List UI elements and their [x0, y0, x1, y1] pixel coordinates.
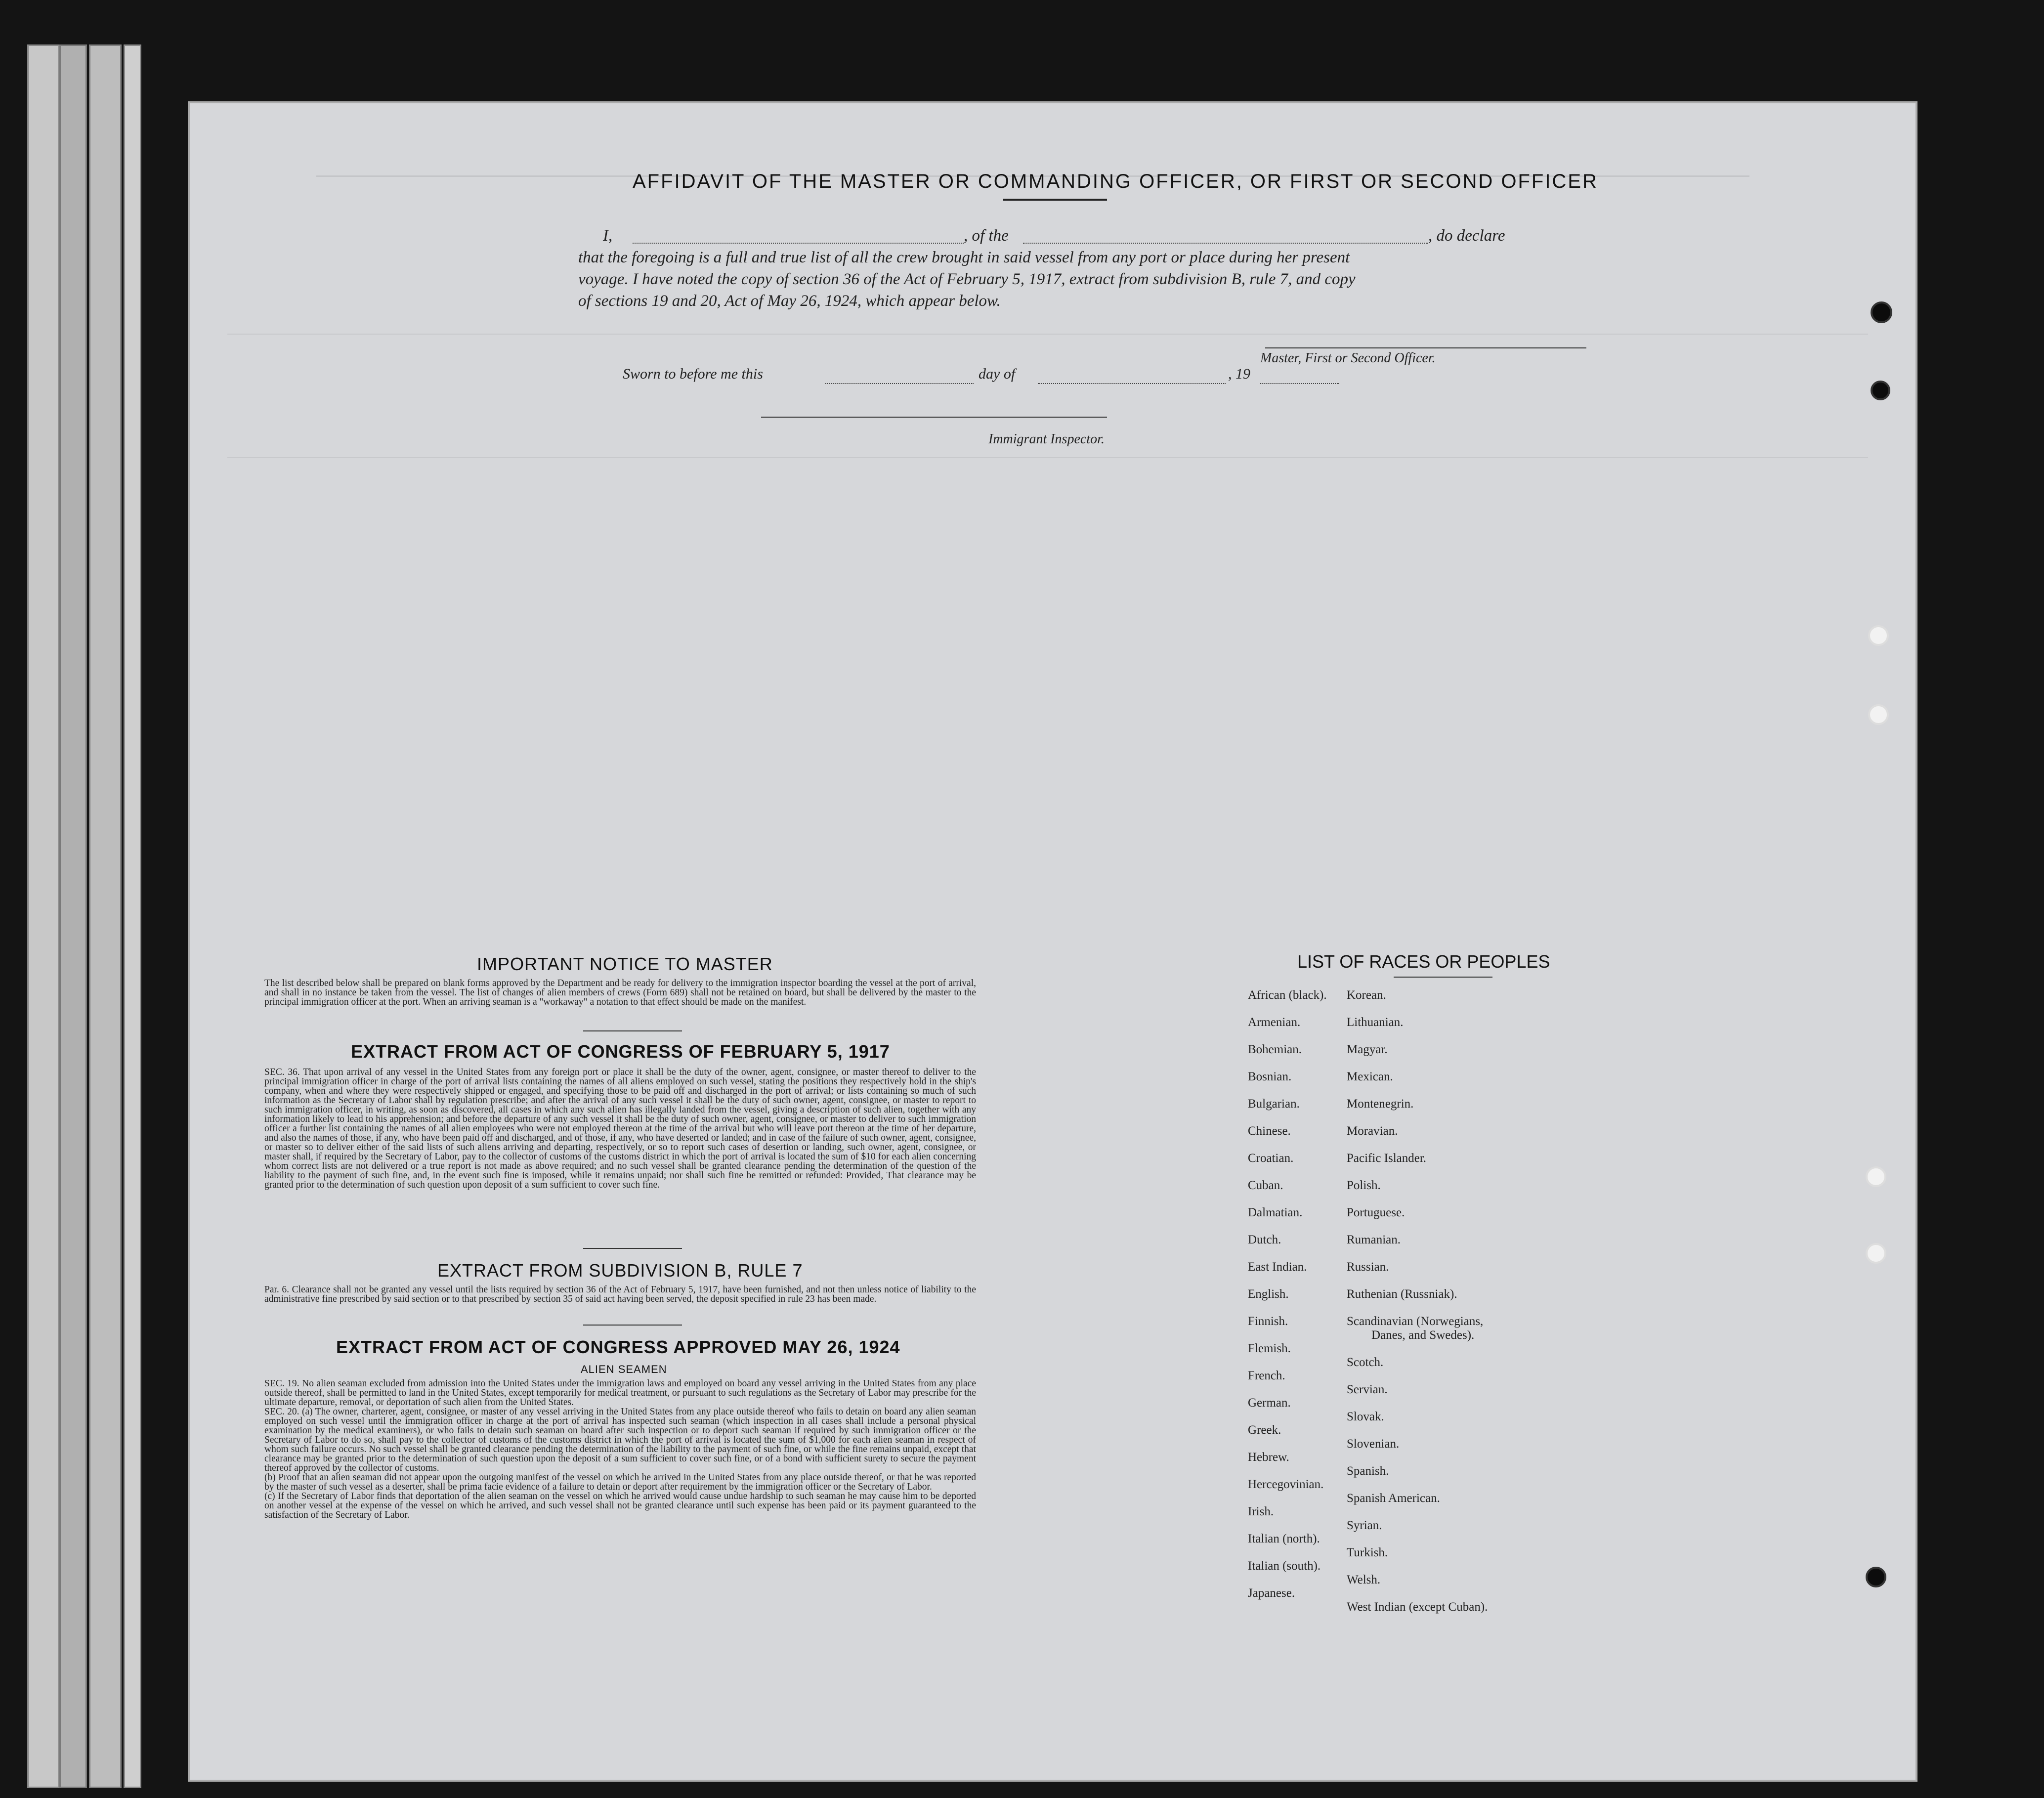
punch-hole [1871, 301, 1892, 323]
divider [583, 1248, 682, 1249]
race-item: Flemish. [1248, 1342, 1291, 1355]
decl-line-3: voyage. I have noted the copy of section 36 of the Act of February 5, 1917, extract from subdivision B, rule 7, and copy [578, 270, 1356, 288]
race-item: Russian. [1347, 1260, 1389, 1274]
manifest-sheet [188, 101, 1917, 1782]
sworn-label: Sworn to before me this [623, 366, 763, 382]
race-item: Croatian. [1248, 1152, 1294, 1165]
race-item: Armenian. [1248, 1016, 1301, 1029]
decl-i: I, [603, 227, 613, 245]
race-item: African (black). [1248, 988, 1327, 1002]
race-item: Italian (south). [1248, 1559, 1321, 1573]
race-item: Rumanian. [1347, 1233, 1401, 1246]
decl-do-declare: , do declare [1428, 227, 1505, 245]
race-item: Scotch. [1347, 1356, 1384, 1369]
race-item: Bulgarian. [1248, 1097, 1300, 1111]
inspector-signature-line[interactable] [761, 417, 1107, 418]
name-field[interactable] [633, 229, 964, 244]
sworn-day-field[interactable] [825, 373, 974, 384]
master-signature-line[interactable] [1265, 347, 1586, 348]
race-item: Scandinavian (Norwegians, [1347, 1315, 1484, 1328]
race-item: Syrian. [1347, 1519, 1382, 1532]
divider [583, 1325, 682, 1326]
race-item: Cuban. [1248, 1179, 1283, 1192]
punch-hole [1866, 1243, 1886, 1264]
race-item: Pacific Islander. [1347, 1152, 1427, 1165]
notice-text: The list described below shall be prepared on blank forms approved by the Department and be ready for delivery to the immigration inspector boarding the vessel at the port of arrival, and shall in no instance be taken from the vessel. The list of changes of alien members of crews (Form 689) shall not be retained on board, but shall be delivered by the master to the principal immigration officer at the port. When an arriving seaman is a "workaway" a notation to that effect should be made on the manifest. [264, 978, 976, 1007]
binder-strip [27, 44, 60, 1788]
declaration [578, 225, 1542, 312]
sec20b-text: (b) Proof that an alien seaman did not appear upon the outgoing manifest of the vessel on which he arrived in the United States from any place outside thereof, or that he was reported by the master of such vessel as a deserter, shall be prima facie evidence of a failure to detain or deport after requirement by the immigration officer or the Secretary of Labor. [264, 1472, 976, 1492]
race-item: Mexican. [1347, 1070, 1393, 1083]
race-item: Polish. [1347, 1179, 1381, 1192]
race-item: French. [1248, 1369, 1285, 1382]
race-item: Turkish. [1347, 1546, 1388, 1559]
race-item: Italian (north). [1248, 1532, 1320, 1545]
race-item: German. [1248, 1396, 1291, 1410]
punch-hole [1868, 704, 1889, 725]
race-item: West Indian (except Cuban). [1347, 1600, 1488, 1614]
binder-strip [59, 44, 87, 1788]
sec20a-text: SEC. 20. (a) The owner, charterer, agent, consignee, or master of any vessel arriving in the United States from any place outside thereof who fails to detain on board any alien seaman employed on such vessel until the immigration officer in charge at the port of arrival has inspected such seaman (which inspection in all cases shall include a personal physical examination by the medical examiners), or who fails to detain such seaman on board after such inspection or to deport such seaman if required by such immigration officer or the Secretary of Labor to do so, shall pay to the collector of customs of the customs district in which the port of arrival is located the sum of $1,000 for each alien seaman in respect of whom such failure occurs. No such vessel shall be granted clearance pending the determination of the liability to the payment of such fine, or while the fine remains unpaid, except that clearance may be granted prior to the determination of such question upon the deposit of a sum sufficient to cover such fine, or of a bond with sufficient surety to secure the payment thereof approved by the collector of customs. [264, 1407, 976, 1473]
race-item: East Indian. [1248, 1260, 1307, 1274]
vessel-field[interactable] [1023, 229, 1428, 244]
race-item: Slovak. [1347, 1410, 1384, 1423]
race-item: Hercegovinian. [1248, 1478, 1324, 1491]
day-of-label: day of [979, 366, 1016, 382]
race-item: Magyar. [1347, 1043, 1388, 1056]
race-item: Servian. [1347, 1383, 1388, 1396]
punch-hole [1871, 381, 1890, 400]
extract-1917-title: EXTRACT FROM ACT OF CONGRESS OF FEBRUARY 5, 1917 [351, 1041, 890, 1062]
races-title: LIST OF RACES OR PEOPLES [1297, 951, 1550, 972]
binder-strip [89, 44, 122, 1788]
race-item: Dalmatian. [1248, 1206, 1303, 1219]
race-item: Slovenian. [1347, 1437, 1400, 1451]
race-item: Bohemian. [1248, 1043, 1302, 1056]
sec19-text: SEC. 19. No alien seaman excluded from admission into the United States under the immigration laws and employed on board any vessel arriving in the United States from any place outside thereof, shall be permitted to land in the United States, except temporarily for medical treatment, or pursuant to such regulations as the Secretary of Labor may prescribe for the ultimate departure, removal, or deportation of such alien from the United States. [264, 1378, 976, 1408]
race-item: Chinese. [1248, 1124, 1291, 1138]
race-item: Hebrew. [1248, 1451, 1289, 1464]
races-title-underline [1394, 977, 1492, 978]
punch-hole [1866, 1567, 1886, 1587]
binder-strip [124, 44, 141, 1788]
race-item: Welsh. [1347, 1573, 1381, 1586]
sworn-year-field[interactable] [1260, 373, 1339, 384]
master-label: Master, First or Second Officer. [1260, 350, 1436, 366]
divider [583, 1030, 682, 1031]
year-label: , 19 [1228, 366, 1250, 382]
punch-hole [1868, 625, 1889, 646]
alien-seamen-subtitle: ALIEN SEAMEN [581, 1363, 667, 1375]
decl-of-the: , of the [964, 227, 1009, 245]
race-item: Lithuanian. [1347, 1016, 1404, 1029]
sec20c-text: (c) If the Secretary of Labor finds that deportation of the alien seaman on the vessel on which he arrived would cause undue hardship to such seaman he may cause him to be deported on another vessel at the expense of the vessel on which he arrived, and such vessel shall not be granted clearance until such expense has been paid or its payment guaranteed to the satisfaction of the Secretary of Labor. [264, 1491, 976, 1520]
extract-1917-text: SEC. 36. That upon arrival of any vessel in the United States from any foreign port or place it shall be the duty of the owner, agent, consignee, or master thereof to deliver to the principal immigration officer in charge of the port of arrival lists containing the names of all aliens employed on such vessel, stating the positions they respectively hold in the ship's company, when and where they were respectively shipped or engaged, and specifying those to be paid off and discharged in the port of arrival; or lists containing so much of such information as the Secretary of Labor shall by regulation prescribe; and after the arrival of any such vessel it shall be the duty of such owner, agent, consignee, or master to report to such immigration officer, in writing, as soon as discovered, all cases in which any such alien has illegally landed from the vessel, giving a description of such alien, together with any information likely to lead to his apprehension; and before the departure of any such vessel it shall be the duty of such owner, agent, consignee, or master to deliver to such immigration officer a further list containing the names of all alien employees who were not employed thereon at the time of the arrival but who will leave port thereon at the time of her departure, and also the names of those, if any, who have been paid off and discharged, and of those, if any, who have deserted or landed; and in case of the failure of such owner, agent, consignee, or master so to deliver either of the said lists of such aliens arriving and departing, respectively, or so to report such cases of desertion or landing, such owner, agent, consignee, or master shall, if required by the Secretary of Labor, pay to the collector of customs of the customs district in which the port of arrival is located the sum of $10 for each alien concerning whom correct lists are not delivered or a true report is not made as above required; and no such vessel shall be granted clearance pending the determination of the question of the liability to the payment of such fine, and, in the event such fine is imposed, while it remains unpaid; nor shall such fine be remitted or refunded: Provided, That clearance may be granted prior to the determination of such question upon deposit of a sum sufficient to cover such fine. [264, 1067, 976, 1190]
race-item: Montenegrin. [1347, 1097, 1414, 1111]
race-item: Japanese. [1248, 1586, 1295, 1600]
race-item: Greek. [1248, 1423, 1281, 1437]
rule7-title: EXTRACT FROM SUBDIVISION B, RULE 7 [437, 1260, 803, 1281]
race-item: Spanish American. [1347, 1492, 1440, 1505]
affidavit-title: AFFIDAVIT OF THE MASTER OR COMMANDING OFFICER, OR FIRST OR SECOND OFFICER [633, 171, 1598, 192]
race-item: Bosnian. [1248, 1070, 1292, 1083]
race-item: Danes, and Swedes). [1371, 1328, 1475, 1342]
notice-title: IMPORTANT NOTICE TO MASTER [477, 954, 773, 974]
race-item: Portuguese. [1347, 1206, 1405, 1219]
race-item: Finnish. [1248, 1315, 1288, 1328]
title-divider [1003, 199, 1107, 201]
race-item: Irish. [1248, 1505, 1274, 1518]
punch-hole [1866, 1166, 1886, 1187]
inspector-label: Immigrant Inspector. [988, 431, 1105, 447]
race-item: Dutch. [1248, 1233, 1281, 1246]
rule7-text: Par. 6. Clearance shall not be granted any vessel until the lists required by section 36 of the Act of February 5, 1917, have been furnished, and not then unless notice of liability to the administrative fine prescribed by said section or to that prescribed by section 35 of said act having been served, the deposit specified in rule 23 has been made. [264, 1284, 976, 1304]
extract-1924-title: EXTRACT FROM ACT OF CONGRESS APPROVED MAY 26, 1924 [336, 1337, 900, 1357]
extract-1924-body [264, 1379, 976, 1520]
race-item: Moravian. [1347, 1124, 1398, 1138]
decl-line-4: of sections 19 and 20, Act of May 26, 1924, which appear below. [578, 292, 1001, 310]
sworn-month-field[interactable] [1038, 373, 1226, 384]
race-item: Spanish. [1347, 1464, 1389, 1478]
race-item: Ruthenian (Russniak). [1347, 1287, 1457, 1301]
race-item: Korean. [1347, 988, 1386, 1002]
decl-line-2: that the foregoing is a full and true list of all the crew brought in said vessel from any port or place during her present [578, 249, 1350, 266]
race-item: English. [1248, 1287, 1289, 1301]
